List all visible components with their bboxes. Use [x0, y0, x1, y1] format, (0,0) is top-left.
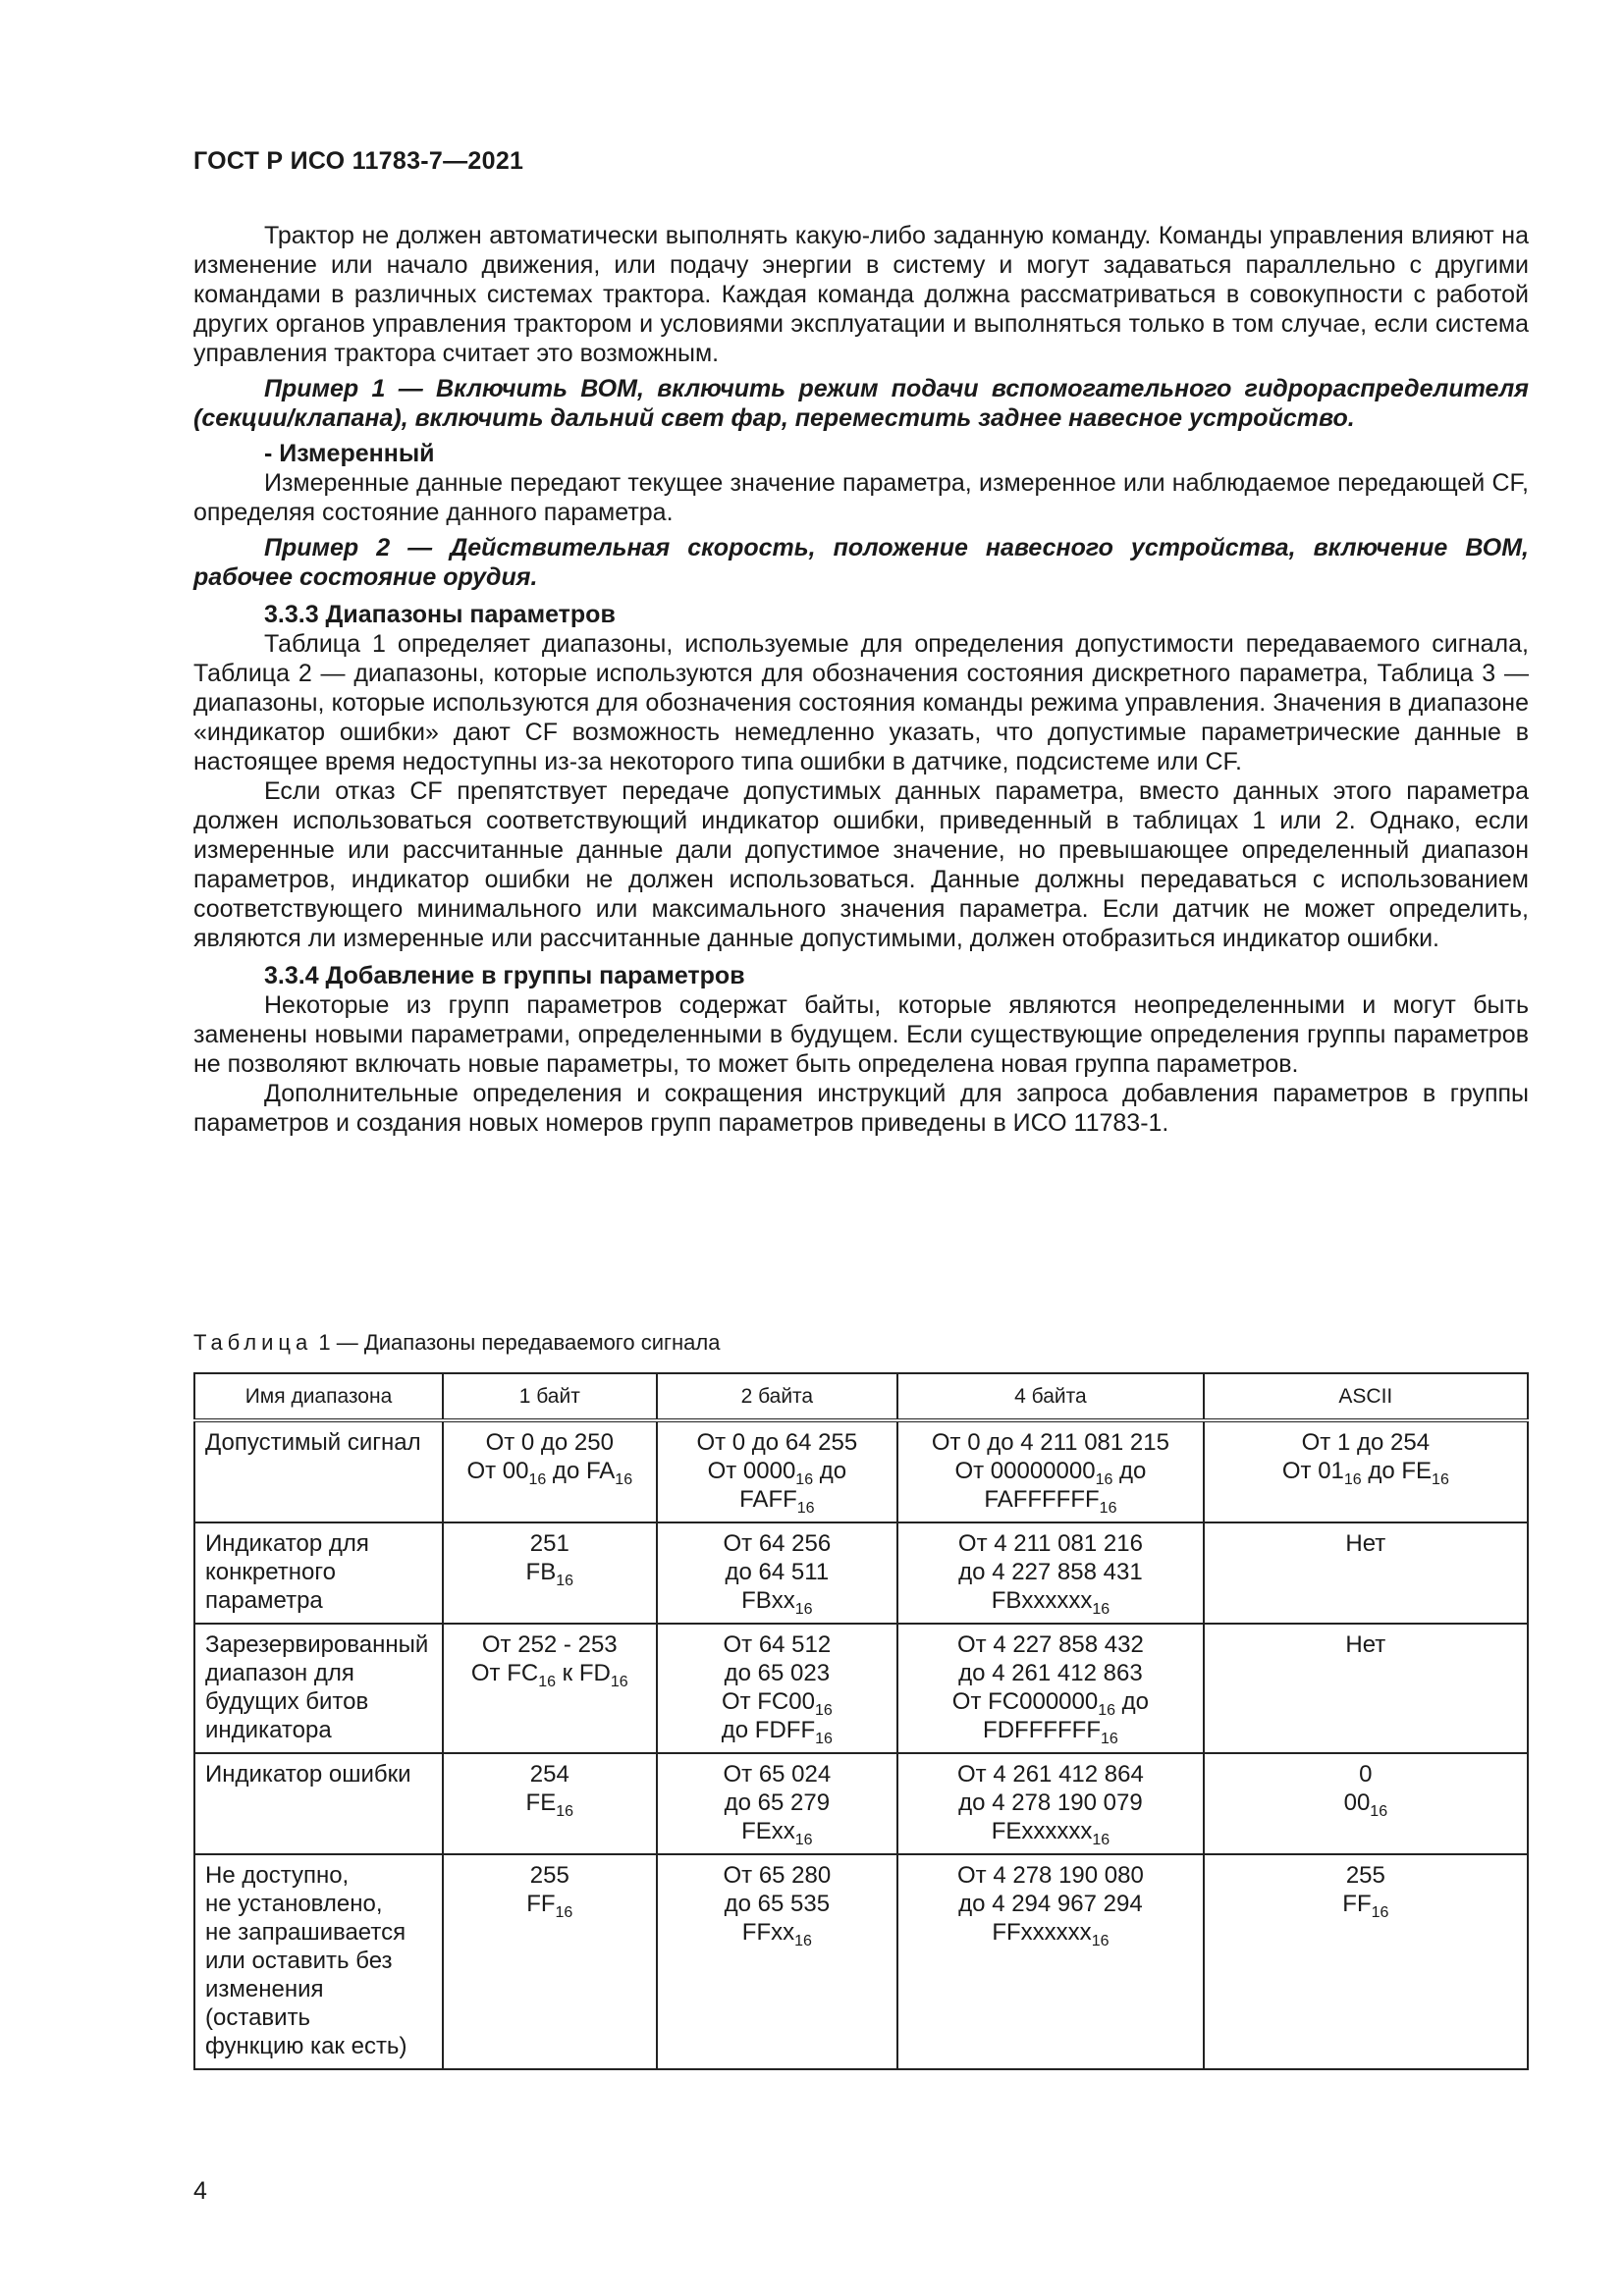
table-cell: 255 $FF_{16}$ [443, 1854, 657, 2069]
table-cell: От 4 227 858 432 до 4 261 412 863 От $FC000000_{16}$ до $FDFFFFFF_{16}$ [897, 1624, 1204, 1753]
signal-ranges-table [193, 1372, 1529, 2070]
table-caption-text: 1 — Диапазоны передаваемого сигнала [318, 1330, 721, 1355]
example-1: Пример 1 — Включить ВОМ, включить режим подачи вспомогательного гидрораспределителя (секции/клапана), включить дальний свет фар, переместить заднее навесное устройство. [193, 375, 1529, 432]
paragraph: Таблица 1 определяет диапазоны, используемые для определения допустимости передаваемого сигнала, Таблица 2 — диапазоны, которые используются для обозначения состояния дискретного параметра, Таблица 3 — диапазоны, которые используются для обозначения состояния команды режима управления. Значения в диапазоне «индикатор ошибки» дают CF возможность немедленно указать, что допустимые параметрические данные в настоящее время недоступны из-за некоторого типа ошибки в датчике, подсистеме или CF. [193, 630, 1529, 775]
table-cell: Нет [1204, 1624, 1528, 1753]
table-cell: 254 $FE_{16}$ [443, 1753, 657, 1854]
table-cell: Индикатор ошибки [194, 1753, 443, 1854]
cell-line: От 0 до 64 255 [696, 1429, 858, 1456]
paragraph: Если отказ CF препятствует передаче допустимых данных параметра, вместо данных этого параметра должен использоваться соответствующий индикатор ошибки, приведенный в таблицах 1 или 2. Однако, если измеренные или рассчитанные данные дали допустимое значение, но превышающее определенный диапазон параметров, индикатор ошибки не должен использоваться. Данные должны передаваться с использованием соответствующего минимального или максимального значения параметра. Если датчик не может определить, являются ли измеренные или рассчитанные данные допустимыми, должен отобразиться индикатор ошибки. [193, 777, 1529, 952]
cell-line: $FAFF_{16}$ [739, 1486, 815, 1517]
cell-line: От $00000000_{16}$ до [954, 1458, 1147, 1488]
table-cell: 0 $00_{16}$ [1204, 1753, 1528, 1854]
cell-line: От $00_{16}$ до $FA_{16}$ [466, 1458, 633, 1488]
table-cell: От 252 - 253 От $FC_{16}$ к $FD_{16}$ [443, 1624, 657, 1753]
column-header: ASCII [1204, 1373, 1528, 1420]
table-cell: 251 $FB_{16}$ [443, 1522, 657, 1624]
table-cell: Допустимый сигнал [194, 1420, 443, 1522]
column-header: 1 байт [443, 1373, 657, 1420]
cell-line: От 0 до 4 211 081 215 [931, 1429, 1169, 1456]
paragraph: Дополнительные определения и сокращения инструкций для запроса добавления параметров в группы параметров и создания новых номеров групп параметров приведены в ИСО 11783-1. [193, 1080, 1529, 1137]
table-header-row [194, 1373, 1528, 1420]
cell-line: $FAFFFFFF_{16}$ [984, 1486, 1117, 1517]
table-row [194, 1522, 1528, 1624]
section-heading-3-3-4: 3.3.4 Добавление в группы параметров [264, 962, 745, 989]
table-caption [193, 1330, 720, 1356]
paragraph: Некоторые из групп параметров содержат байты, которые являются неопределенными и могут быть заменены новыми параметрами, определенными в будущем. Если существующие определения группы параметров не позволяют включать новые параметры, то может быть определена новая группа параметров. [193, 991, 1529, 1078]
document-body [193, 221, 1529, 1138]
table-cell: Индикатор для конкретного параметра [194, 1522, 443, 1624]
table-cell: От 64 256 до 64 511 FBxx$_{16}$ [657, 1522, 898, 1624]
document-header: ГОСТ Р ИСО 11783-7—2021 [193, 147, 524, 175]
cell-line: От $01_{16}$ до $FE_{16}$ [1281, 1458, 1449, 1488]
table-cell: 255 $FF_{16}$ [1204, 1854, 1528, 2069]
table-cell [897, 1420, 1204, 1522]
section-heading-3-3-3: 3.3.3 Диапазоны параметров [264, 601, 616, 628]
table-caption-label: Таблица [193, 1330, 313, 1355]
cell-line: От 1 до 254 [1301, 1429, 1431, 1456]
table-row [194, 1624, 1528, 1753]
table-cell: От 65 280 до 65 535 FFxx$_{16}$ [657, 1854, 898, 2069]
column-header: 2 байта [657, 1373, 898, 1420]
cell-line: От $0000_{16}$ до [707, 1458, 847, 1488]
page-number: 4 [193, 2177, 207, 2205]
table-cell: Не доступно, не установлено, не запрашивается или оставить без изменения (оставить функцию как есть) [194, 1854, 443, 2069]
table-cell: Зарезервированный диапазон для будущих битов индикатора [194, 1624, 443, 1753]
table-cell [443, 1420, 657, 1522]
subheading-measured: - Измеренный [264, 440, 435, 467]
example-2: Пример 2 — Действительная скорость, положение навесного устройства, включение ВОМ, рабочее состояние орудия. [193, 534, 1529, 591]
table-cell: От 65 024 до 65 279 FExx$_{16}$ [657, 1753, 898, 1854]
column-header: 4 байта [897, 1373, 1204, 1420]
table-cell: От 64 512 до 65 023 От $FC00_{16}$ до $FDFF_{16}$ [657, 1624, 898, 1753]
table-cell: Нет [1204, 1522, 1528, 1624]
table-row [194, 1420, 1528, 1522]
table-cell: От 4 211 081 216 до 4 227 858 431 FBxxxxxx$_{16}$ [897, 1522, 1204, 1624]
table-row [194, 1753, 1528, 1854]
paragraph: Трактор не должен автоматически выполнять какую-либо заданную команду. Команды управления влияют на изменение или начало движения, или подачу энергии в систему и могут задаваться параллельно с другими командами в различных системах трактора. Каждая команда должна рассматриваться в совокупности с работой других органов управления трактором и условиями эксплуатации и выполняться только в том случае, если система управления трактора считает это возможным. [193, 222, 1529, 367]
paragraph: Измеренные данные передают текущее значение параметра, измеренное или наблюдаемое передающей CF, определяя состояние данного параметра. [193, 469, 1529, 526]
table-cell: От 4 261 412 864 до 4 278 190 079 FExxxxxx$_{16}$ [897, 1753, 1204, 1854]
cell-line: От 0 до 250 [485, 1429, 614, 1456]
table-row [194, 1854, 1528, 2069]
column-header: Имя диапазона [194, 1373, 443, 1420]
table-cell [657, 1420, 898, 1522]
table-cell [1204, 1420, 1528, 1522]
table-cell: От 4 278 190 080 до 4 294 967 294 FFxxxxxx$_{16}$ [897, 1854, 1204, 2069]
